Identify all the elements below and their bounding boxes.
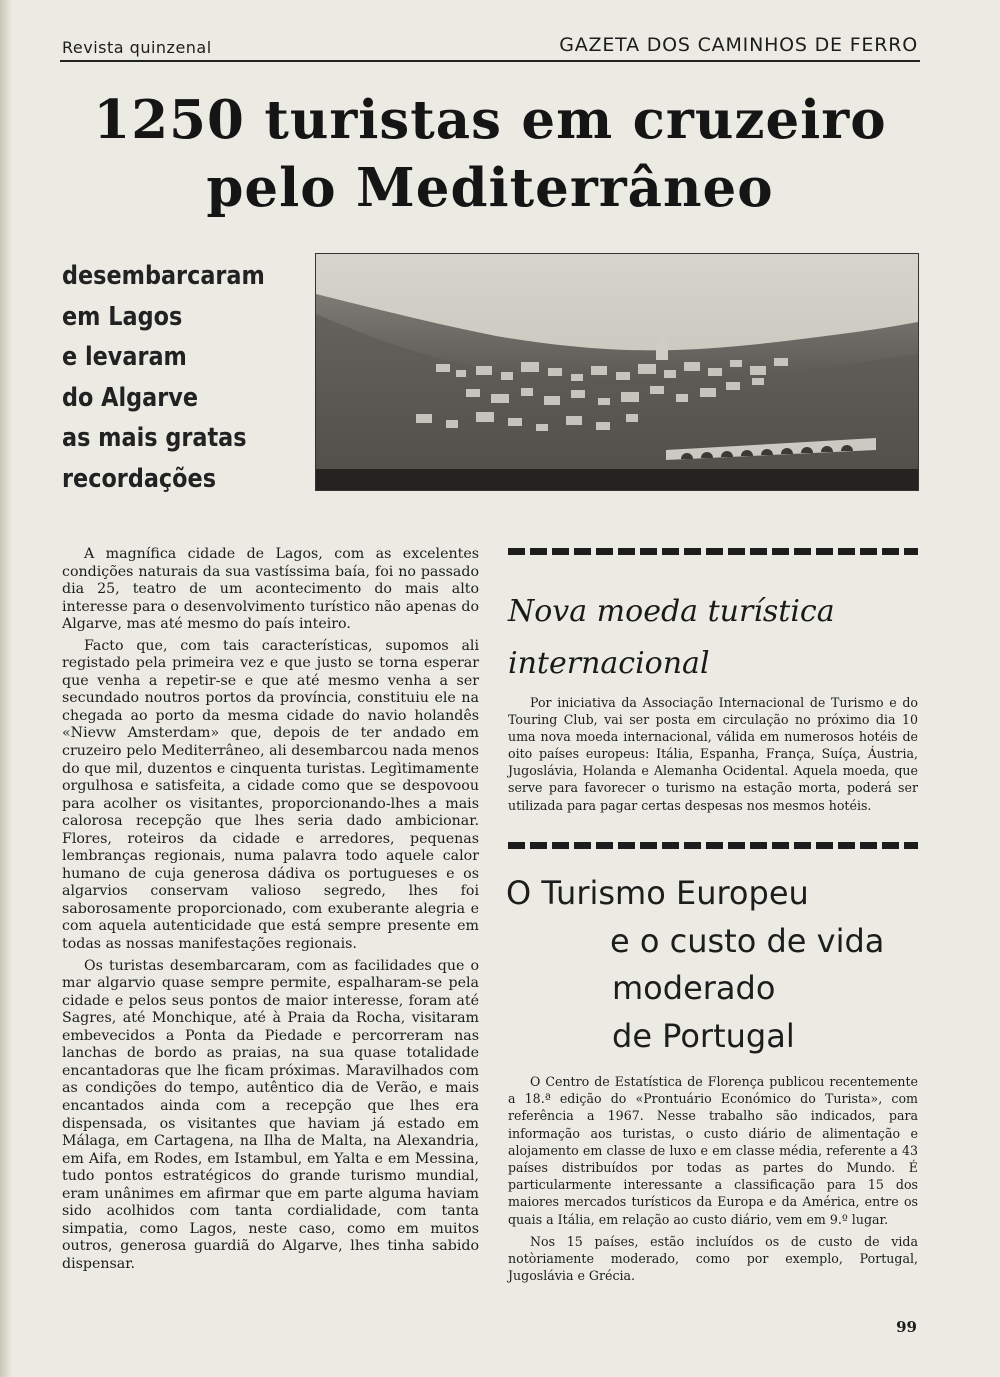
- article-body: [62, 546, 479, 1277]
- box2-paragraph: O Centro de Estatística de Florença publicou recentemente a 18.ª edição do «Prontuário Económico do Turista», com referência a 1967. Nesse trabalho são indicados, para informação aos turistas, o custo diário de alimentação e alojamento em classe de luxo e em classe média, referente a 43 países distribuídos por todas as partes do Mundo. É particularmente interessante a classificação para 15 dos maiores mercados turísticos da Europa e da América, entre os quais a Itália, em relação ao custo diário, vem em 9.º lugar.: [508, 1074, 918, 1227]
- box2-title-line: e o custo de vida: [610, 921, 885, 960]
- subtitle-line: em Lagos: [62, 301, 183, 332]
- subtitle-line: e levaram: [62, 342, 187, 372]
- box1-title: [508, 586, 918, 690]
- box2-title: [506, 870, 926, 1060]
- article-subtitle: [62, 256, 268, 499]
- article-paragraph: A magnífica cidade de Lagos, com as excelentes condições naturais da sua vastíssima baía, foi no passado dia 25, teatro de um acontecimento do mais alto interesse para o desenvolvimento turístico não apenas do Algarve, mas até mesmo do país inteiro.: [62, 546, 479, 633]
- lagos-town-photo: [315, 253, 919, 491]
- header-publication-name: GAZETA DOS CAMINHOS DE FERRO: [559, 34, 918, 56]
- page-binding-shadow: [0, 0, 12, 1377]
- article-paragraph: Facto que, com tais características, supomos ali registado pela primeira vez e que justo se torna esperar que venha a repetir-se e que até mesmo venha a ser secundado noutros portos da província, constituiu ele na chegada ao porto da mesma cidade do navio holandês «Nievw Amsterdam» que, depois de ter andado em cruzeiro pelo Mediterrâneo, ali desembarcou nada menos do que mil, duzentos e cinquenta turistas. Legìtimamente orgulhosa e satisfeita, a cidade como que se despovoou para acolher os visitantes, proporcionando-lhes a mais calorosa recepção que lhes seria dado ambicionar. Flores, roteiros da cidade e arredores, pequenas lembranças regionais, numa palavra todo aquele calor humano de cuja generosa dádiva os portugueses e os algarvios conservam valioso segredo, lhes foi saborosamente proporcionado, com exuberante alegria e com aquela autenticidade que está sempre presente em todas as nossas manifestações regionais.: [62, 637, 479, 953]
- article-title-line-2: pelo Mediterrâneo: [206, 157, 774, 219]
- box1-title-line: internacional: [508, 646, 710, 681]
- subtitle-line: desembarcaram: [62, 261, 265, 291]
- header-publication-type: Revista quinzenal: [62, 38, 212, 57]
- box2-dashed-rule: [508, 842, 918, 849]
- article-title: [55, 86, 925, 222]
- subtitle-line: do Algarve: [62, 382, 198, 413]
- box2-paragraph: Nos 15 países, estão incluídos os de custo de vida notòriamente moderado, como por exemplo, Portugal, Jugoslávia e Grécia.: [508, 1233, 918, 1284]
- box2-title-line: de Portugal: [612, 1016, 795, 1055]
- subtitle-line: as mais gratas: [62, 423, 247, 453]
- article-title-line-1: 1250 turistas em cruzeiro: [93, 89, 887, 151]
- box2-body: [508, 1073, 918, 1289]
- box1-body: Por iniciativa da Associação Internacional de Turismo e do Touring Club, vai ser posta em circulação no próximo dia 10 uma nova moeda internacional, válida em numerosos hotéis de oito países europeus: Itália, Espanha, França, Suíça, Áustria, Jugoslávia, Holanda e Alemanha Ocidental. Aquela moeda, que serve para favorecer o turismo na estação morta, poderá ser utilizada para pagar certas despesas nos mesmos hotéis.: [508, 695, 918, 813]
- article-paragraph: Os turistas desembarcaram, com as facilidades que o mar algarvio quase sempre permite, espalharam-se pela cidade e pelos seus pontos de maior interesse, foram até Sagres, até Monchique, até à Praia da Rocha, visitaram embevecidos a Ponta da Piedade e percorreram nas lanchas de bordo as praias, na sua quase totalidade encantadoras que lhe ficam próximas. Maravilhados com as condições do tempo, autêntico dia de Verão, e mais encantados ainda com a recepção que lhes era dispensada, os visitantes que haviam já estado em Málaga, em Cartagena, na Ilha de Malta, na Alexandria, em Aifa, em Rodes, em Istambul, em Yalta e em Messina, tudo pontos estratégicos do grande turismo mundial, eram unânimes em afirmar que em parte alguma haviam sido acolhidos com tanta cordialidade, com tanta simpatia, como Lagos, neste caso, como em muitos outros, generosa guardiã do Algarve, lhes tinha sabido dispensar.: [62, 957, 479, 1272]
- box1-title-line: Nova moeda turística: [508, 594, 835, 629]
- box2-title-line: moderado: [612, 969, 776, 1007]
- page-number: 99: [896, 1318, 917, 1336]
- subtitle-line: recordações: [62, 463, 217, 494]
- box1-dashed-rule: [508, 548, 918, 555]
- box2-title-line: O Turismo Europeu: [506, 874, 809, 912]
- header-divider: [60, 60, 920, 62]
